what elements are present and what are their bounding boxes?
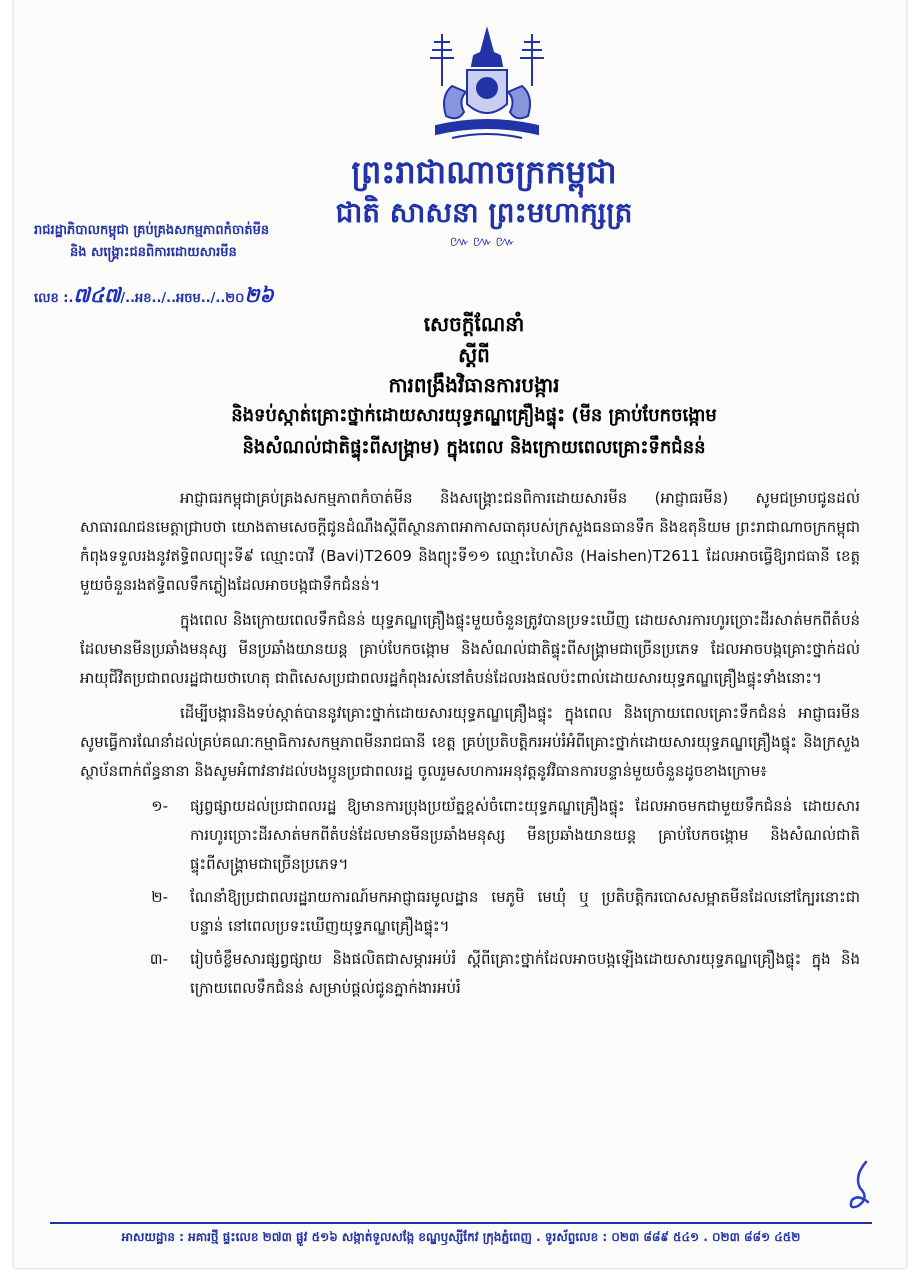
royal-coat-of-arms-emblem [412, 26, 562, 150]
ref-rest: /..អខ../..អចម../..២០ [120, 291, 245, 306]
title-line-1: សេចក្តីណែនាំ [423, 312, 525, 336]
ornament-divider: ៚៚៚ [449, 234, 519, 250]
kingdom-title: ព្រះរាជាណាចក្រកម្ពុជា [351, 153, 617, 191]
list-item [80, 945, 860, 1003]
list-item [80, 883, 860, 941]
document-page [14, 0, 906, 1268]
national-motto: ជាតិ សាសនា ព្រះមហាក្សត្រ [335, 196, 633, 229]
list-item-text: ផ្សព្វផ្សាយដល់ប្រជាពលរដ្ឋ ឱ្យមានការប្រុងប្រយ័ត្នខ្ពស់ចំពោះយុទ្ធភណ្ឌគ្រឿងផ្ទុះ ដែលអាចមកជាមួយទឹកជំនន់ ដោយសារការហូរច្រោះដីរសាត់មកពីតំបន់ដែលមានមីនប្រឆាំងមនុស្ស មីនប្រឆាំងយានយន្ត គ្រាប់បែកចង្កោម និងសំណល់ជាតិផ្ទុះពីសង្គ្រាមជាច្រើនប្រភេទ។ [190, 797, 860, 873]
ref-handwritten-number: ៧៤៧ [73, 283, 121, 307]
measures-list [80, 792, 860, 1003]
title-line-3: ការពង្រឹងវិធានការបង្ការ [388, 373, 560, 397]
title-line-4: និងទប់ស្កាត់គ្រោះថ្នាក់ដោយសារយុទ្ធភណ្ឌគ្រឿងផ្ទុះ (មីន គ្រាប់បែកចង្កោម [231, 405, 717, 426]
ref-label: លេខ :. [34, 291, 74, 306]
list-item-number: ៣- [149, 950, 168, 968]
list-item-text: ណែនាំឱ្យប្រជាពលរដ្ឋរាយការណ៍មកអាជ្ញាធរមូលដ្ឋាន មេភូមិ មេឃុំ ឬ ប្រតិបត្តិករបោសសម្អាតមីនដែលនៅក្បែរនោះជាបន្ទាន់ នៅពេលប្រទះឃើញយុទ្ធភណ្ឌគ្រឿងផ្ទុះ។ [190, 888, 860, 935]
paragraph-1: អាជ្ញាធរកម្ពុជាគ្រប់គ្រងសកម្មភាពកំចាត់មីន និងសង្គ្រោះជនពិការដោយសារមីន (អាជ្ញាធរមីន) សូមជម្រាបជូនដល់សាធារណជនមេត្តាជ្រាបថា យោងតាមសេចក្តីជូនដំណឹងស្តីពីស្ថានភាពអាកាសធាតុរបស់ក្រសួងធនធានទឹក និងឧតុនិយម ព្រះរាជាណាចក្រកម្ពុជាកំពុងទទួលរងនូវឥទ្ធិពលព្យុះទី៩ ឈ្មោះបាវី (Bavi)T2609 និងព្យុះទី១១ ឈ្មោះហៃសិន (Haishen)T2611 ដែលអាចធ្វើឱ្យរាជធានី ខេត្តមួយចំនួនរងឥទ្ធិពលទឹកភ្លៀងដែលអាចបង្កជាទឹកជំនន់។ [80, 489, 860, 594]
document-title-block [164, 308, 784, 464]
title-line-5: និងសំណល់ជាតិផ្ទុះពីសង្គ្រាម) ក្នុងពេល និងក្រោយពេលគ្រោះទឹកជំនន់ [242, 437, 706, 458]
ref-handwritten-year: ២៦ [244, 283, 274, 307]
list-item-text: រៀបចំខ្លឹមសារផ្សព្វផ្សាយ និងផលិតជាសម្ភារអប់រំ ស្តីពីគ្រោះថ្នាក់ដែលអាចបង្កឡើងដោយសារយុទ្ធភណ្ឌគ្រឿងផ្ទុះ ក្នុង និងក្រោយពេលទឹកជំនន់ សម្រាប់ផ្តល់ជូនភ្នាក់ងារអប់រំ [190, 950, 860, 997]
agency-line-2: និង សង្គ្រោះជនពិការដោយសារមីន [70, 245, 237, 260]
footer-address: អាសយដ្ឋាន : អគារថ្មី ផ្ទះលេខ ២៧៣ ផ្លូវ ៥១៦ សង្កាត់ទួលសង្កែ ខណ្ឌឫស្សីកែវ ក្រុងភ្នំពេញ . ទូរស័ព្ទលេខ : ០២៣ ៨៨៩ ៥៤១ . ០២៣ ៨៨១ ៤៥២ [121, 1230, 801, 1244]
issuing-agency [34, 220, 334, 264]
handwritten-initial-signature [840, 1158, 880, 1212]
agency-line-1: រាជរដ្ឋាភិបាលកម្ពុជា គ្រប់គ្រងសកម្មភាពកំចាត់មីន [34, 223, 270, 238]
list-item [80, 792, 860, 879]
paragraph-3: ដើម្បីបង្ការនិងទប់ស្កាត់បាននូវគ្រោះថ្នាក់ដោយសារយុទ្ធភណ្ឌគ្រឿងផ្ទុះ ក្នុងពេល និងក្រោយពេលគ្រោះទឹកជំនន់ អាជ្ញាធរមីនសូមធ្វើការណែនាំដល់គ្រប់គណៈកម្មាធិការសកម្មភាពមីនរាជធានី ខេត្ត គ្រប់ប្រតិបត្តិករអប់រំអំពីគ្រោះថ្នាក់ដោយសារយុទ្ធភណ្ឌគ្រឿងផ្ទុះ និងក្រសួង ស្ថាប័នពាក់ព័ន្ធនានា និងសូមអំពាវនាវដល់បងប្អូនប្រជាពលរដ្ឋ ចូលរួមសហការអនុវត្តនូវវិធានការបន្ទាន់មួយចំនួនដូចខាងក្រោម៖ [80, 704, 860, 780]
title-line-2: ស្តីពី [458, 343, 490, 367]
list-item-number: ១- [151, 797, 168, 815]
footer-divider [50, 1222, 872, 1224]
paragraph-2: ក្នុងពេល និងក្រោយពេលទឹកជំនន់ យុទ្ធភណ្ឌគ្រឿងផ្ទុះមួយចំនួនត្រូវបានប្រទះឃើញ ដោយសារការហូរច្រោះដីរសាត់មកពីតំបន់ដែលមានមីនប្រឆាំងមនុស្ស មីនប្រឆាំងយានយន្ត គ្រាប់បែកចង្កោម និងសំណល់ជាតិផ្ទុះពីសង្គ្រាមជាច្រើនប្រភេទ ដែលអាចបង្កគ្រោះថ្នាក់ដល់អាយុជីវិតប្រជាពលរដ្ឋជាយថាហេតុ ជាពិសេសប្រជាពលរដ្ឋកំពុងរស់នៅតំបន់ដែលរងផលប៉ះពាល់ដោយសារយុទ្ធភណ្ឌគ្រឿងផ្ទុះទាំងនោះ។ [80, 611, 860, 687]
document-body [80, 484, 860, 1007]
list-item-number: ២- [151, 888, 168, 906]
